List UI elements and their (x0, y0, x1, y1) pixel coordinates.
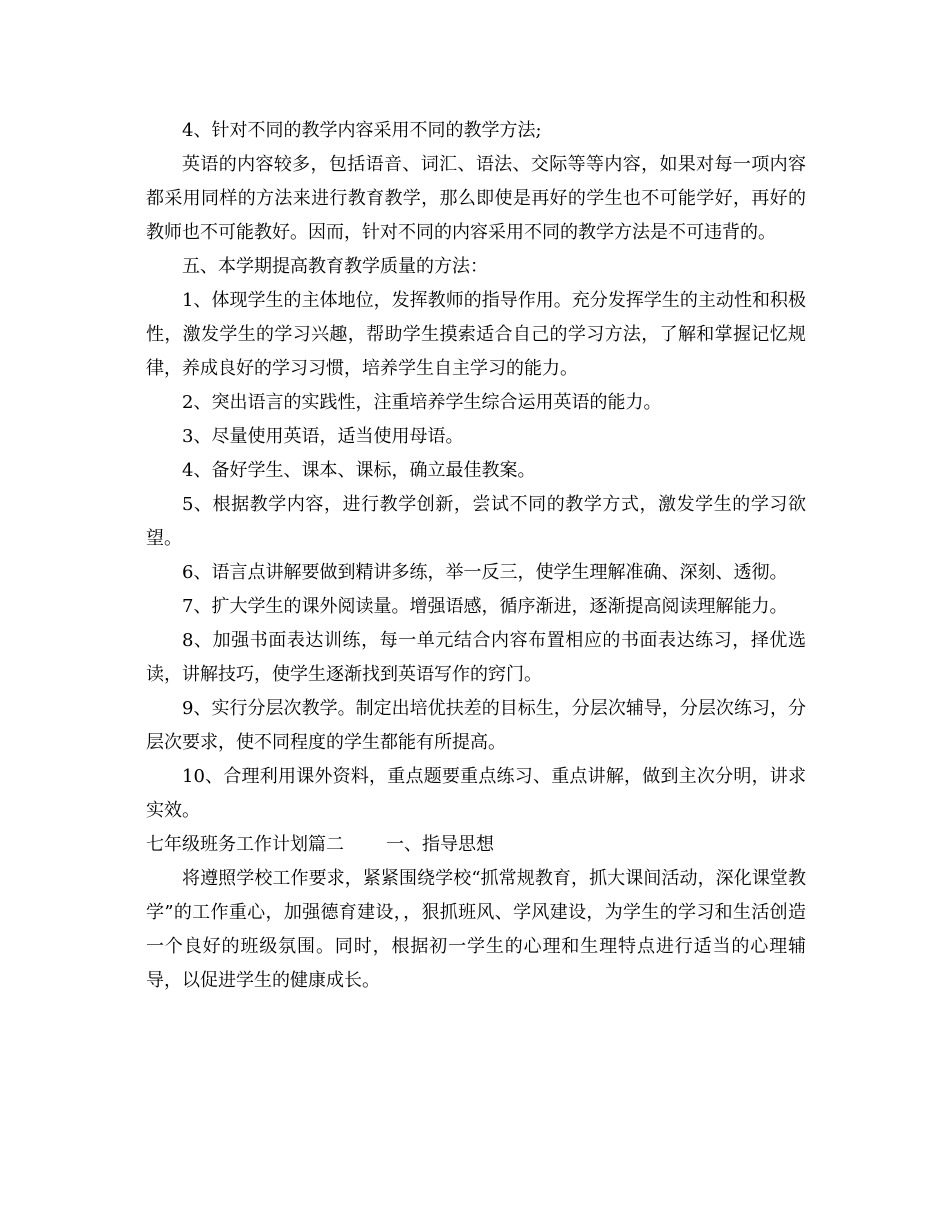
list-item-10: 10、合理利用课外资料，重点题要重点练习、重点讲解，做到主次分明，讲求实效。 (146, 766, 806, 821)
list-item-8: 8、加强书面表达训练，每一单元结合内容布置相应的书面表达练习，择优选读，讲解技巧，使学生逐渐找到英语写作的窍门。 (146, 630, 806, 685)
document-body (146, 114, 806, 998)
section-heading (146, 828, 806, 862)
list-item-6: 6、语言点讲解要做到精讲多练，举一反三，使学生理解准确、深刻、透彻。 (182, 562, 788, 583)
list-item-1: 1、体现学生的主体地位，发挥教师的指导作用。充分发挥学生的主动性和积极性，激发学生的学习兴趣，帮助学生摸索适合自己的学习方法，了解和掌握记忆规律，养成良好的学习习惯，培养学生自主学习的能力。 (146, 290, 806, 379)
list-item-7: 7、扩大学生的课外阅读量。增强语感，循序渐进，逐渐提高阅读理解能力。 (182, 596, 788, 617)
list-item-3: 3、尽量使用英语，适当使用母语。 (182, 426, 464, 447)
list-item-9: 9、实行分层次教学。制定出培优扶差的目标生，分层次辅导，分层次练习，分层次要求，使不同程度的学生都能有所提高。 (146, 698, 806, 753)
list-item-2: 2、突出语言的实践性，注重培养学生综合运用英语的能力。 (182, 392, 662, 413)
paragraph-teaching-methods-item: 4、针对不同的教学内容采用不同的教学方法; (182, 120, 542, 141)
list-item-5: 5、根据教学内容，进行教学创新，尝试不同的教学方式，激发学生的学习欲望。 (146, 494, 806, 549)
paragraph-english-content: 英语的内容较多，包括语音、词汇、语法、交际等等内容，如果对每一项内容都采用同样的方法来进行教育教学，那么即使是再好的学生也不可能学好，再好的教师也不可能教好。因而，针对不同的内容采用不同的教学方法是不可违背的。 (146, 154, 806, 243)
section-five-heading: 五、本学期提高教育教学质量的方法： (182, 256, 488, 277)
paragraph-guiding-thought: 将遵照学校工作要求，紧紧围绕学校“抓常规教育，抓大课间活动，深化课堂教学”的工作重心，加强德育建设，，狠抓班风、学风建设，为学生的学习和生活创造一个良好的班级氛围。同时，根据初一学生的心理和生理特点进行适当的心理辅导，以促进学生的健康成长。 (146, 868, 806, 991)
section-subtitle: 一、指导思想 (386, 834, 494, 855)
list-item-4: 4、备好学生、课本、课标，确立最佳教案。 (182, 460, 536, 481)
section-title: 七年级班务工作计划篇二 (146, 834, 344, 855)
